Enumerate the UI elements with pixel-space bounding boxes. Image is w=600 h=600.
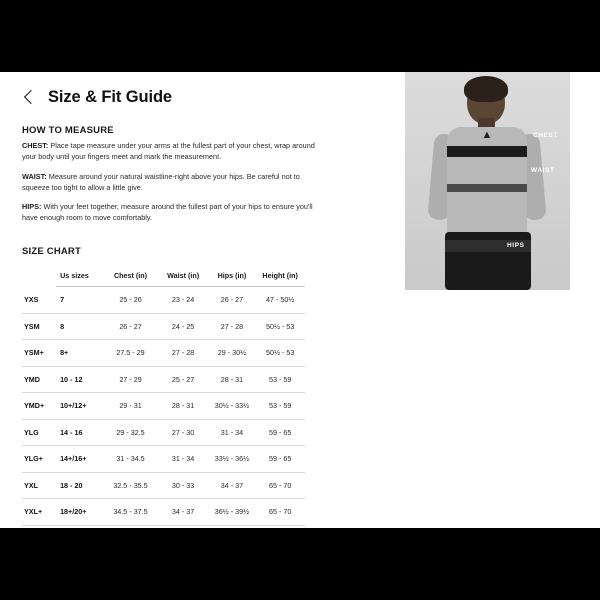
row-size-label: YXL xyxy=(22,472,56,499)
measure-term-hips: HIPS: xyxy=(22,202,42,212)
row-chest: 26 - 27 xyxy=(103,313,157,340)
row-chest: 25 - 26 xyxy=(103,287,157,314)
row-us-size: 18 - 20 xyxy=(56,472,103,499)
row-hips: 30½ - 33½ xyxy=(209,393,256,420)
row-chest: 27 - 29 xyxy=(103,366,157,393)
row-chest: 27.5 - 29 xyxy=(103,340,157,367)
row-hips: 28 - 31 xyxy=(209,366,256,393)
chest-measure-band xyxy=(447,146,527,157)
page-header xyxy=(20,88,172,107)
measure-term-chest: CHEST: xyxy=(22,141,49,150)
table-header-row xyxy=(22,264,305,287)
row-hips: 27 - 28 xyxy=(209,313,256,340)
row-waist: 30 - 33 xyxy=(158,472,209,499)
row-us-size: 10+/12+ xyxy=(56,393,103,420)
table-row xyxy=(22,393,305,420)
row-size-label: YLG xyxy=(22,419,56,446)
row-us-size: 18+/20+ xyxy=(56,499,103,526)
product-tag-hips: HIPS xyxy=(507,242,525,249)
row-size-label: YSM xyxy=(22,313,56,340)
row-chest: 29 - 32.5 xyxy=(103,419,157,446)
row-hips: 29 - 30½ xyxy=(209,340,256,367)
row-chest: 31 - 34.5 xyxy=(103,446,157,473)
row-height: 65 - 70 xyxy=(255,472,305,499)
model-hair xyxy=(464,76,508,102)
row-height: 50½ - 53 xyxy=(255,340,305,367)
row-height: 59 - 65 xyxy=(255,419,305,446)
row-height: 47 - 50½ xyxy=(255,287,305,314)
row-height: 65 - 70 xyxy=(255,499,305,526)
column-header-waist: Waist (in) xyxy=(158,264,209,287)
row-waist: 27 - 30 xyxy=(158,419,209,446)
size-chart-table xyxy=(22,264,305,526)
how-to-measure-body xyxy=(22,140,322,232)
row-hips: 36½ - 39½ xyxy=(209,499,256,526)
row-height: 53 - 59 xyxy=(255,366,305,393)
row-size-label: YXL+ xyxy=(22,499,56,526)
product-tag-waist: WAIST xyxy=(531,167,555,174)
row-size-label: YSM+ xyxy=(22,340,56,367)
size-chart-heading: SIZE CHART xyxy=(22,246,81,257)
row-waist: 34 - 37 xyxy=(158,499,209,526)
table-row xyxy=(22,366,305,393)
row-height: 50½ - 53 xyxy=(255,313,305,340)
column-header-hips: Hips (in) xyxy=(209,264,256,287)
row-waist: 25 - 27 xyxy=(158,366,209,393)
row-size-label: YMD xyxy=(22,366,56,393)
page-title: Size & Fit Guide xyxy=(48,88,172,106)
model-shirt xyxy=(447,127,527,235)
row-chest: 32.5 - 35.5 xyxy=(103,472,157,499)
row-chest: 29 - 31 xyxy=(103,393,157,420)
row-us-size: 10 - 12 xyxy=(56,366,103,393)
table-row xyxy=(22,499,305,526)
waist-measure-band xyxy=(447,184,527,192)
column-header-us-sizes: Us sizes xyxy=(56,264,103,287)
row-hips: 34 - 37 xyxy=(209,472,256,499)
row-size-label: YLG+ xyxy=(22,446,56,473)
row-waist: 27 - 28 xyxy=(158,340,209,367)
row-hips: 31 - 34 xyxy=(209,419,256,446)
measure-text-chest: Place tape measure under your arms at the fullest part of your chest, wrap around your body until your fingers meet and mark the measurement. xyxy=(22,141,315,162)
table-row xyxy=(22,340,305,367)
product-image xyxy=(405,72,570,290)
row-hips: 26 - 27 xyxy=(209,287,256,314)
table-row xyxy=(22,472,305,499)
row-chest: 34.5 - 37.5 xyxy=(103,499,157,526)
row-hips: 33½ - 36½ xyxy=(209,446,256,473)
measure-text-waist: Measure around your natural waistline-right above your hips. Be careful not to squeeze too tight to allow a little give. xyxy=(22,171,300,192)
measure-term-waist: WAIST: xyxy=(22,171,47,181)
row-waist: 31 - 34 xyxy=(158,446,209,473)
chevron-left-icon[interactable] xyxy=(20,89,38,107)
product-tag-chest: CHEST xyxy=(533,132,559,139)
table-row xyxy=(22,419,305,446)
table-row xyxy=(22,313,305,340)
row-size-label: YMD+ xyxy=(22,393,56,420)
row-height: 53 - 59 xyxy=(255,393,305,420)
column-header-blank xyxy=(22,264,56,287)
row-size-label: YXS xyxy=(22,287,56,314)
row-us-size: 14+/16+ xyxy=(56,446,103,473)
column-header-height: Height (in) xyxy=(255,264,305,287)
row-waist: 23 - 24 xyxy=(158,287,209,314)
measure-text-hips: With your feet together, measure around the fullest part of your hips to ensure you'll have enough room to move comfortably. xyxy=(22,202,313,223)
row-us-size: 7 xyxy=(56,287,103,314)
row-us-size: 8 xyxy=(56,313,103,340)
table-row xyxy=(22,446,305,473)
measure-paragraph-chest xyxy=(22,140,322,163)
row-us-size: 14 - 16 xyxy=(56,419,103,446)
row-us-size: 8+ xyxy=(56,340,103,367)
table-row xyxy=(22,287,305,314)
column-header-chest: Chest (in) xyxy=(103,264,157,287)
size-chart-head xyxy=(22,264,305,287)
row-waist: 24 - 25 xyxy=(158,313,209,340)
row-height: 59 - 65 xyxy=(255,446,305,473)
row-waist: 28 - 31 xyxy=(158,393,209,420)
how-to-measure-heading: HOW TO MEASURE xyxy=(22,125,114,136)
measure-paragraph-hips xyxy=(22,201,322,224)
measure-paragraph-waist xyxy=(22,171,322,194)
size-chart-body xyxy=(22,287,305,526)
under-armour-logo-icon: ▲ xyxy=(481,129,493,141)
